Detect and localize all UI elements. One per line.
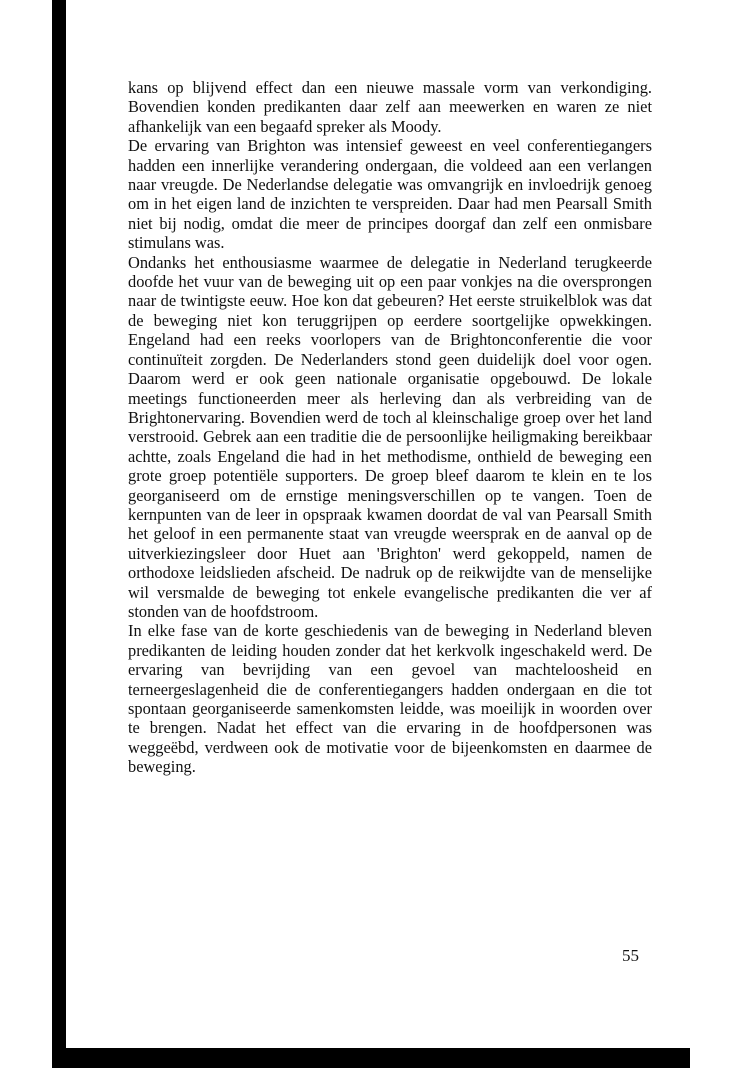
paragraph: De ervaring van Brighton was intensief geweest en veel conferentiegangers hadden een innerlijke verandering ondergaan, die voldeed aan een verlangen naar vreugde. De Nederlandse delegatie was omvangrijk en invloedrijk genoeg om in het eigen land de inzichten te verspreiden. Daar had men Pearsall Smith niet bij nodig, omdat die meer de principes doorgaf dan zelf een onmisbare stimulans was. [128, 136, 652, 253]
body-text [128, 78, 652, 777]
paragraph: kans op blijvend effect dan een nieuwe massale vorm van verkondiging. Bovendien konden predikanten daar zelf aan meewerken en waren ze niet afhankelijk van een begaafd spreker als Moody. [128, 78, 652, 136]
scan-bottom-border [52, 1048, 690, 1068]
scan-left-border [52, 0, 66, 1068]
paragraph: Ondanks het enthousiasme waarmee de delegatie in Nederland terugkeerde doofde het vuur van de beweging uit op een paar vonkjes na die oversprongen naar de twintigste eeuw. Hoe kon dat gebeuren? Het eerste struikelblok was dat de beweging niet kon teruggrijpen op eerdere soortgelijke opwekkingen. Engeland had een reeks voorlopers van de Brightonconferentie die voor continuïteit zorgden. De Nederlanders stond geen duidelijk doel voor ogen. Daarom werd er ook geen nationale organisatie opgebouwd. De lokale meetings functioneerden meer als herleving dan als verbreiding van de Brightonervaring. Bovendien werd de toch al kleinschalige groep over het land verstrooid. Gebrek aan een traditie die de persoonlijke heiligmaking bereikbaar achtte, zoals Engeland die had in het methodisme, onthield de beweging een grote groep potentiële supporters. De groep bleef daarom te klein en te los georganiseerd om de ernstige meningsverschillen op te vangen. Toen de kernpunten van de leer in opspraak kwamen doordat de val van Pearsall Smith het geloof in een permanente staat van vreugde weersprak en de aanval op de uitverkiezingsleer door Huet aan 'Brighton' werd gekoppeld, namen de orthodoxe leidslieden afscheid. De nadruk op de reikwijdte van de menselijke wil versmalde de beweging tot enkele evangelische predikanten die ver af stonden van de hoofdstroom. [128, 252, 652, 621]
page-number: 55 [622, 946, 639, 965]
paragraph: In elke fase van de korte geschiedenis van de beweging in Nederland bleven predikanten de leiding houden zonder dat het kerkvolk ingeschakeld werd. De ervaring van bevrijding van een gevoel van machteloosheid en terneergeslagenheid die de conferentiegangers hadden ondergaan en die tot spontaan georganiseerde samenkomsten leidde, was moeilijk in woorden over te brengen. Nadat het effect van die ervaring in de hoofdpersonen was weggeëbd, verdween ook de motivatie voor de bijeenkomsten en daarmee de beweging. [128, 621, 652, 777]
